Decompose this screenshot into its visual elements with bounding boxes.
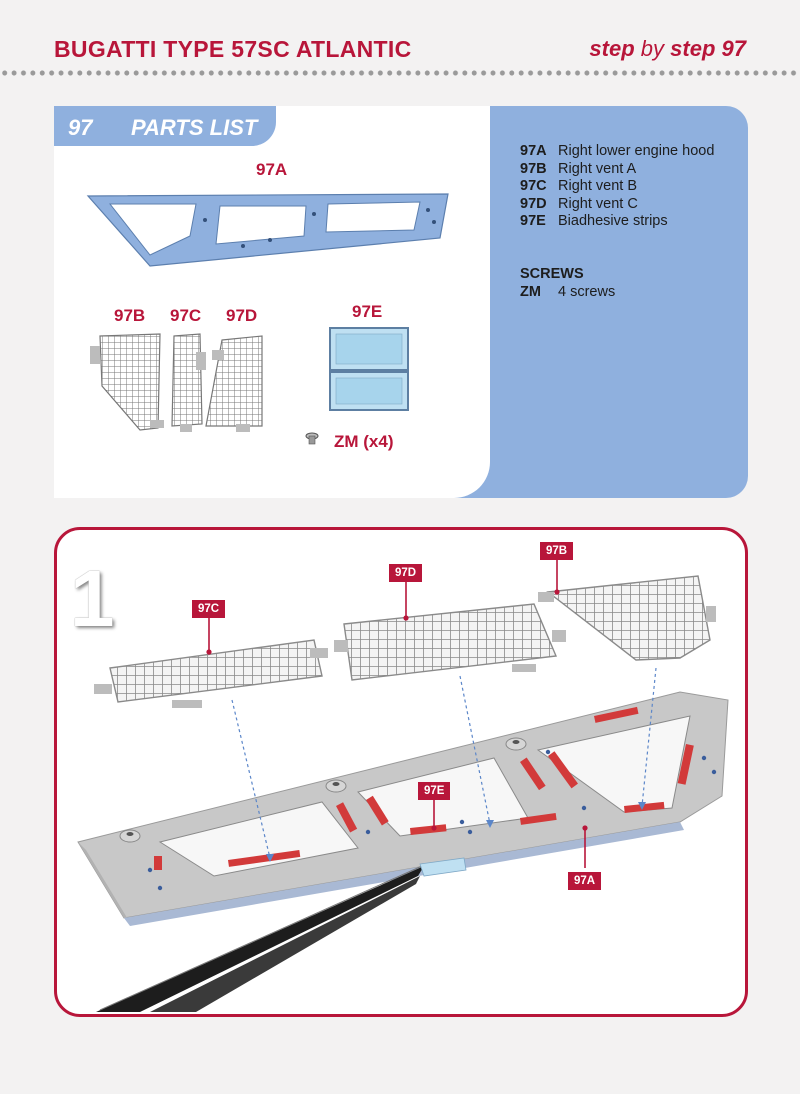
callout-97b: 97B — [540, 542, 573, 560]
parts-list-title: PARTS LIST — [131, 115, 258, 140]
label-97a: 97A — [256, 160, 288, 179]
issue-number: 97 — [721, 36, 746, 61]
list-item: 97C Right vent B — [520, 178, 637, 194]
vent-97c-grill — [94, 640, 328, 708]
callout-97a: 97A — [568, 872, 601, 890]
label-zm: ZM (x4) — [334, 432, 394, 451]
list-item: 97E Biadhesive strips — [520, 213, 668, 229]
header-title: BUGATTI TYPE 57SC ATLANTIC — [54, 36, 412, 62]
callout-97d: 97D — [389, 564, 422, 582]
label-97d: 97D — [226, 306, 258, 325]
list-item: 97D Right vent C — [520, 195, 638, 212]
list-item: 97A Right lower engine hood — [520, 143, 715, 159]
screws-heading: SCREWS — [520, 266, 584, 282]
parts-list-number: 97 — [68, 115, 93, 140]
vent-97d-grill — [334, 604, 566, 680]
step-number: 1 — [70, 554, 115, 643]
list-item: 97B Right vent A — [520, 160, 637, 177]
screws-item: ZM 4 screws — [520, 284, 616, 300]
callout-97c: 97C — [192, 600, 225, 618]
vent-97b-grill — [538, 576, 716, 660]
callout-97e: 97E — [418, 782, 450, 800]
header-step-label: step by step 97 — [589, 36, 746, 61]
label-97e: 97E — [352, 302, 383, 321]
label-97b: 97B — [114, 306, 146, 325]
label-97c: 97C — [170, 306, 202, 325]
